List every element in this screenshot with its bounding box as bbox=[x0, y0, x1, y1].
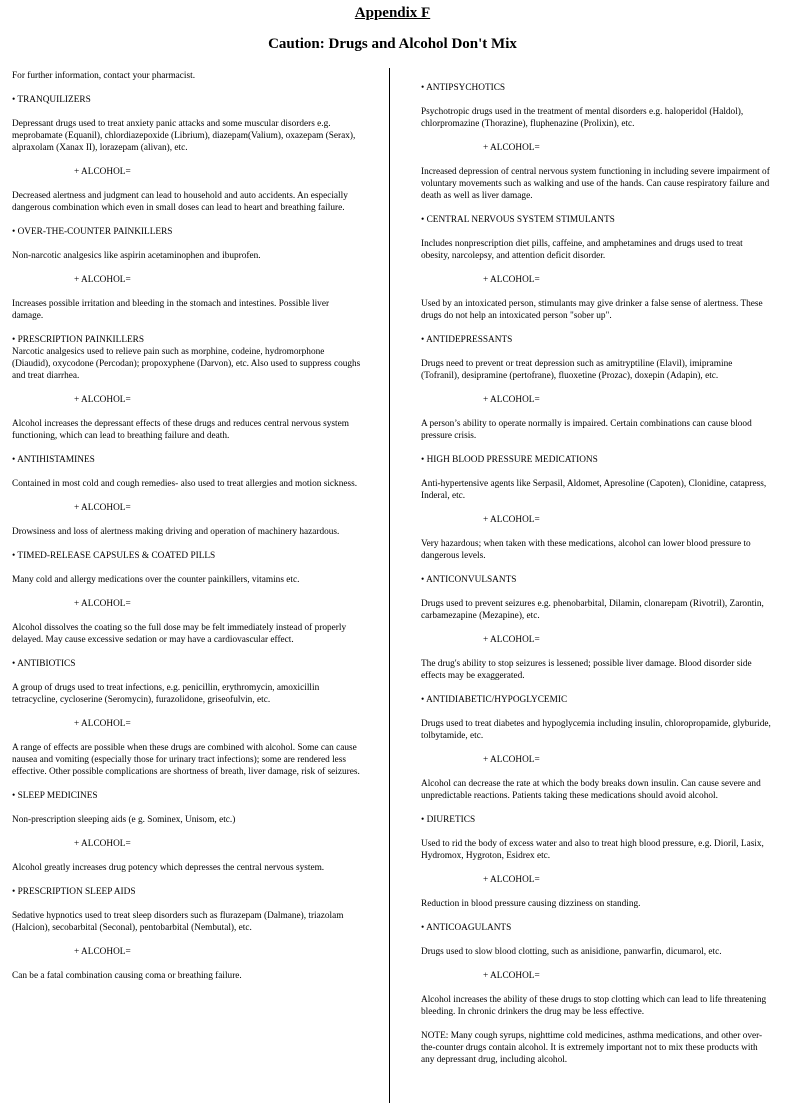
plus-alcohol-label: + ALCOHOL= bbox=[483, 755, 540, 765]
section-description: Drugs used to prevent seizures e.g. phenobarbital, Dilamin, clonarepam (Rivotril), Zarontin, carbamezapine (Mezapine), etc. bbox=[421, 599, 764, 621]
section-effect: Drowsiness and loss of alertness making driving and operation of machinery hazardous. bbox=[12, 527, 340, 537]
drug-section bbox=[12, 886, 362, 982]
section-effect: Used by an intoxicated person, stimulants may give drinker a false sense of alertness. These drugs do not help an intoxicated person "sober up". bbox=[421, 299, 763, 321]
drug-section bbox=[12, 334, 362, 442]
section-description: A group of drugs used to treat infections, e.g. penicillin, erythromycin, amoxicillin tetracycline, cycloserine (Seromycin), furazolidone, griseofulvin, etc. bbox=[12, 683, 320, 705]
section-title: • ANTICONVULSANTS bbox=[421, 575, 517, 585]
section-effect: Alcohol increases the ability of these drugs to stop clotting which can lead to life threatening bleeding. In chronic drinkers the drug may be less effective. bbox=[421, 995, 767, 1017]
section-title: • ANTICOAGULANTS bbox=[421, 923, 512, 933]
page-subtitle: Caution: Drugs and Alcohol Don't Mix bbox=[268, 36, 517, 52]
section-description: Includes nonprescription diet pills, caffeine, and amphetamines and drugs used to treat obesity, narcolepsy, and attention deficit disorder. bbox=[421, 239, 743, 261]
section-effect: Alcohol can decrease the rate at which the body breaks down insulin. Can cause severe and unpredictable reactions. Patients taking these medications should avoid alcohol. bbox=[421, 779, 761, 801]
section-effect: Very hazardous; when taken with these medications, alcohol can lower blood pressure to dangerous levels. bbox=[421, 539, 751, 561]
section-description: Sedative hypnotics used to treat sleep disorders such as flurazepam (Dalmane), triazolam (Halcion), secobarbital (Seconal), pentobarbital (Nembutal), etc. bbox=[12, 911, 344, 933]
drug-section bbox=[421, 922, 771, 1018]
drug-section bbox=[12, 454, 362, 538]
section-effect: Can be a fatal combination causing coma or breathing failure. bbox=[12, 971, 242, 981]
section-title: • TRANQUILIZERS bbox=[12, 95, 91, 105]
section-title: • ANTIDEPRESSANTS bbox=[421, 335, 513, 345]
section-effect: A person’s ability to operate normally is impaired. Certain combinations can cause blood pressure crisis. bbox=[421, 419, 752, 441]
left-column bbox=[12, 70, 362, 994]
drug-section bbox=[421, 814, 771, 910]
column-divider bbox=[389, 68, 390, 1103]
page-title: Appendix F bbox=[354, 5, 431, 21]
plus-alcohol-label: + ALCOHOL= bbox=[483, 395, 540, 405]
section-effect: Alcohol dissolves the coating so the full dose may be felt immediately instead of properly delayed. May cause excessive sedation or may have a cardiovascular effect. bbox=[12, 623, 347, 645]
plus-alcohol-label: + ALCOHOL= bbox=[74, 839, 131, 849]
drug-section bbox=[421, 334, 771, 442]
section-effect: The drug's ability to stop seizures is lessened; possible liver damage. Blood disorder side effects may be exaggerated. bbox=[421, 659, 752, 681]
right-column bbox=[421, 82, 771, 1066]
section-description: Non-prescription sleeping aids (e g. Sominex, Unisom, etc.) bbox=[12, 815, 236, 825]
note-text: NOTE: Many cough syrups, nighttime cold medicines, asthma medications, and other over-the-counter drugs contain alcohol. It is extremely important not to mix these products with any depressant drug, including alcohol. bbox=[421, 1031, 763, 1065]
drug-section bbox=[12, 94, 362, 214]
drug-section bbox=[421, 574, 771, 682]
drug-section bbox=[421, 214, 771, 322]
intro-text: For further information, contact your pharmacist. bbox=[12, 71, 196, 81]
plus-alcohol-label: + ALCOHOL= bbox=[483, 515, 540, 525]
section-description: Narcotic analgesics used to relieve pain such as morphine, codeine, hydromorphone (Diaudid), oxycodone (Percodan); propoxyphene (Darvon), etc. Also used to suppress coughs and treat diarrhea. bbox=[12, 347, 361, 381]
drug-section bbox=[421, 694, 771, 802]
plus-alcohol-label: + ALCOHOL= bbox=[483, 971, 540, 981]
section-title: • ANTIBIOTICS bbox=[12, 659, 76, 669]
drug-section bbox=[421, 454, 771, 562]
plus-alcohol-label: + ALCOHOL= bbox=[74, 599, 131, 609]
section-description: Drugs need to prevent or treat depression such as amitryptiline (Elavil), imipramine (Tofranil), desipramine (pertofrane), fluoxetine (Prozac), doxepin (Adapin), etc. bbox=[421, 359, 733, 381]
section-description: Non-narcotic analgesics like aspirin acetaminophen and ibuprofen. bbox=[12, 251, 261, 261]
section-effect: Reduction in blood pressure causing dizziness on standing. bbox=[421, 899, 641, 909]
plus-alcohol-label: + ALCOHOL= bbox=[74, 395, 131, 405]
drug-section bbox=[12, 550, 362, 646]
section-description: Psychotropic drugs used in the treatment of mental disorders e.g. haloperidol (Haldol), chlorpromazine (Thorazine), fluphenazine (Prolixin), etc. bbox=[421, 107, 744, 129]
drug-section bbox=[12, 790, 362, 874]
plus-alcohol-label: + ALCOHOL= bbox=[483, 875, 540, 885]
section-description: Anti-hypertensive agents like Serpasil, Aldomet, Apresoline (Capoten), Clonidine, catapress, Inderal, etc. bbox=[421, 479, 767, 501]
drug-section bbox=[12, 226, 362, 322]
section-effect: Alcohol greatly increases drug potency which depresses the central nervous system. bbox=[12, 863, 325, 873]
section-title: • CENTRAL NERVOUS SYSTEM STIMULANTS bbox=[421, 215, 615, 225]
drug-section bbox=[421, 82, 771, 202]
section-title: • ANTIHISTAMINES bbox=[12, 455, 95, 465]
section-title: • DIURETICS bbox=[421, 815, 476, 825]
section-title: • HIGH BLOOD PRESSURE MEDICATIONS bbox=[421, 455, 598, 465]
plus-alcohol-label: + ALCOHOL= bbox=[74, 719, 131, 729]
plus-alcohol-label: + ALCOHOL= bbox=[483, 635, 540, 645]
section-effect: A range of effects are possible when these drugs are combined with alcohol. Some can cause nausea and vomiting (especially those for urinary tract infections); some are rendered less effective. Other possible complications are shortness of breath, liver damage, risk of seizures. bbox=[12, 743, 360, 777]
section-title: • PRESCRIPTION PAINKILLERS bbox=[12, 335, 145, 345]
drug-section bbox=[12, 658, 362, 778]
plus-alcohol-label: + ALCOHOL= bbox=[74, 503, 131, 513]
plus-alcohol-label: + ALCOHOL= bbox=[74, 167, 131, 177]
section-title: • OVER-THE-COUNTER PAINKILLERS bbox=[12, 227, 173, 237]
section-title: • SLEEP MEDICINES bbox=[12, 791, 98, 801]
section-description: Drugs used to slow blood clotting, such as anisidione, panwarfin, dicumarol, etc. bbox=[421, 947, 722, 957]
section-description: Many cold and allergy medications over the counter painkillers, vitamins etc. bbox=[12, 575, 300, 585]
right-sections bbox=[421, 82, 771, 1018]
section-effect: Increases possible irritation and bleeding in the stomach and intestines. Possible liver damage. bbox=[12, 299, 330, 321]
plus-alcohol-label: + ALCOHOL= bbox=[74, 947, 131, 957]
plus-alcohol-label: + ALCOHOL= bbox=[483, 143, 540, 153]
section-effect: Decreased alertness and judgment can lead to household and auto accidents. An especially dangerous combination which even in small doses can lead to heart and breathing failure. bbox=[12, 191, 348, 213]
section-effect: Alcohol increases the depressant effects of these drugs and reduces central nervous system functioning, which can lead to breathing failure and death. bbox=[12, 419, 349, 441]
section-description: Drugs used to treat diabetes and hypoglycemia including insulin, chloropropamide, glyburide, tolbytamide, etc. bbox=[421, 719, 771, 741]
section-description: Depressant drugs used to treat anxiety panic attacks and some muscular disorders e.g. meprobamate (Equanil), chlordiazepoxide (Librium), diazepam(Valium), oxazepam (Serax), alpraxolam (Xanax II), lorazepam (alivan), etc. bbox=[12, 119, 356, 153]
section-description: Contained in most cold and cough remedies- also used to treat allergies and motion sickness. bbox=[12, 479, 358, 489]
section-title: • ANTIDIABETIC/HYPOGLYCEMIC bbox=[421, 695, 568, 705]
plus-alcohol-label: + ALCOHOL= bbox=[74, 275, 131, 285]
section-title: • TIMED-RELEASE CAPSULES & COATED PILLS bbox=[12, 551, 216, 561]
section-effect: Increased depression of central nervous system functioning in including severe impairment of voluntary movements such as walking and use of the hands. Can cause respiratory failure and death as well as liver damage. bbox=[421, 167, 770, 201]
plus-alcohol-label: + ALCOHOL= bbox=[483, 275, 540, 285]
section-title: • PRESCRIPTION SLEEP AIDS bbox=[12, 887, 136, 897]
left-sections bbox=[12, 94, 362, 982]
section-description: Used to rid the body of excess water and also to treat high blood pressure, e.g. Dioril, Lasix, Hydromox, Hygroton, Esidrex etc. bbox=[421, 839, 764, 861]
section-title: • ANTIPSYCHOTICS bbox=[421, 83, 506, 93]
